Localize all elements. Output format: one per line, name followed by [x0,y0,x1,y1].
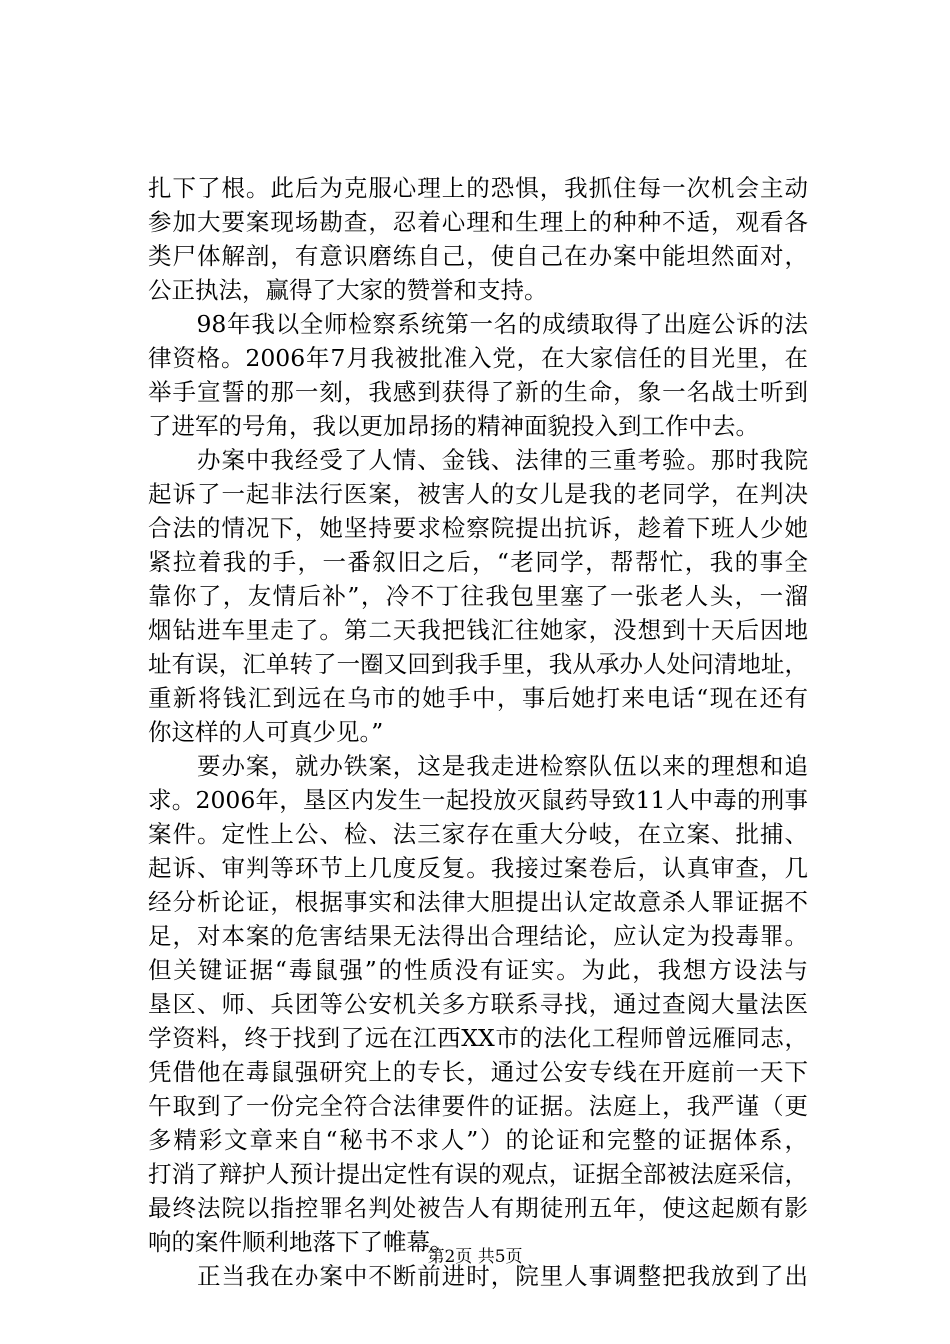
page-footer: 第2页 共5页 [427,1247,523,1267]
text-line: 要办案，就办铁案，这是我走进检察队伍以来的理想和追 [148,752,808,780]
text-line: 最终法院以指控罪名判处被告人有期徒刑五年，使这起颇有影 [148,1194,808,1222]
text-line: 办案中我经受了人情、金钱、法律的三重考验。那时我院 [148,446,808,474]
text-line: 紧拉着我的手，一番叙旧之后，“老同学，帮帮忙，我的事全 [148,548,808,576]
text-line: 举手宣誓的那一刻，我感到获得了新的生命，象一名战士听到 [148,378,808,406]
text-line: 足，对本案的危害结果无法得出合理结论，应认定为投毒罪。 [148,922,808,950]
text-line: 合法的情况下，她坚持要求检察院提出抗诉，趁着下班人少她 [148,514,808,542]
text-line: 公正执法，赢得了大家的赞誉和支持。 [148,276,548,304]
text-line: 案件。定性上公、检、法三家存在重大分岐，在立案、批捕、 [148,820,808,848]
text-line: 址有误，汇单转了一圈又回到我手里，我从承办人处问清地址， [148,650,808,678]
text-line: 98年我以全师检察系统第一名的成绩取得了出庭公诉的法 [148,310,808,338]
text-line: 午取到了一份完全符合法律要件的证据。法庭上，我严谨（更 [148,1092,808,1120]
text-line: 类尸体解剖，有意识磨练自己，使自己在办案中能坦然面对， [148,242,808,270]
text-line: 打消了辩护人预计提出定性有误的观点，证据全部被法庭采信， [148,1160,808,1188]
text-line: 垦区、师、兵团等公安机关多方联系寻找，通过查阅大量法医 [148,990,808,1018]
text-line: 律资格。2006年7月我被批准入党，在大家信任的目光里，在 [148,344,808,372]
text-line: 正当我在办案中不断前进时，院里人事调整把我放到了出 [148,1262,808,1290]
text-line: 参加大要案现场勘查，忍着心理和生理上的种种不适，观看各 [148,208,808,236]
text-line: 但关键证据“毒鼠强”的性质没有证实。为此，我想方设法与 [148,956,808,984]
text-line: 靠你了，友情后补”，冷不丁往我包里塞了一张老人头，一溜 [148,582,808,610]
text-line: 求。2006年，垦区内发生一起投放灭鼠药导致11人中毒的刑事 [148,786,808,814]
text-line: 扎下了根。此后为克服心理上的恐惧，我抓住每一次机会主动 [148,174,808,202]
text-line: 起诉、审判等环节上几度反复。我接过案卷后，认真审查，几 [148,854,808,882]
text-line: 重新将钱汇到远在乌市的她手中，事后她打来电话“现在还有 [148,684,808,712]
text-line: 起诉了一起非法行医案，被害人的女儿是我的老同学，在判决 [148,480,808,508]
text-line: 烟钻进车里走了。第二天我把钱汇往她家，没想到十天后因地 [148,616,808,644]
text-line: 多精彩文章来自“秘书不求人”）的论证和完整的证据体系， [148,1126,808,1154]
text-line: 了进军的号角，我以更加昂扬的精神面貌投入到工作中去。 [148,412,759,440]
text-line: 凭借他在毒鼠强研究上的专长，通过公安专线在开庭前一天下 [148,1058,808,1086]
text-line: 响的案件顺利地落下了帷幕。 [148,1228,454,1256]
text-line: 经分析论证，根据事实和法律大胆提出认定故意杀人罪证据不 [148,888,808,916]
text-line: 你这样的人可真少见。” [148,718,384,746]
document-body [148,171,808,1293]
text-line: 学资料，终于找到了远在江西XX市的法化工程师曾远雁同志， [148,1024,808,1052]
